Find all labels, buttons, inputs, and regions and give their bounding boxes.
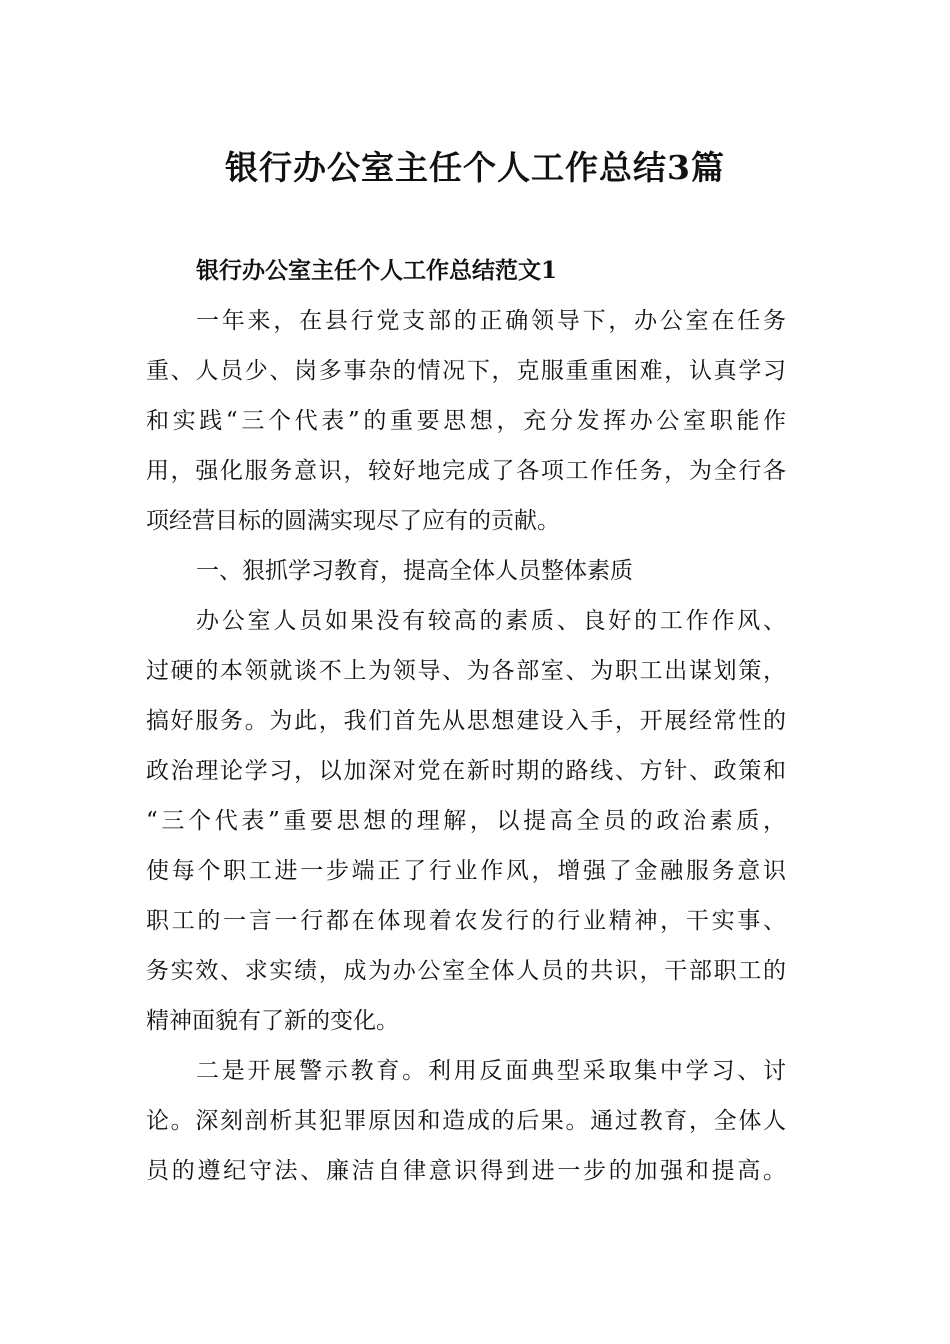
paragraph-line: 精神面貌有了新的变化。: [146, 1008, 399, 1034]
document-title: 银行办公室主任个人工作总结3篇: [225, 148, 725, 187]
paragraph-line: 政治理论学习，以加深对党在新时期的路线、方针、政策和: [146, 758, 786, 784]
paragraph-line: 二是开展警示教育。利用反面典型采取集中学习、讨: [196, 1058, 786, 1084]
paragraph-line: 论。深刻剖析其犯罪原因和造成的后果。通过教育，全体人: [146, 1108, 786, 1134]
paragraph-line: 和实践“三个代表”的重要思想，充分发挥办公室职能作: [146, 408, 786, 434]
paragraph-line: 职工的一言一行都在体现着农发行的行业精神，干实事、: [146, 908, 786, 934]
paragraph-line: 过硬的本领就谈不上为领导、为各部室、为职工出谋划策，: [146, 658, 786, 684]
paragraph-line: 一年来，在县行党支部的正确领导下，办公室在任务: [196, 308, 786, 334]
paragraph-line: 务实效、求实绩，成为办公室全体人员的共识，干部职工的: [146, 958, 786, 984]
paragraph-line: 项经营目标的圆满实现尽了应有的贡献。: [146, 508, 560, 534]
section-subtitle: 银行办公室主任个人工作总结范文1: [196, 257, 558, 284]
paragraph-line: 办公室人员如果没有较高的素质、良好的工作作风、: [196, 608, 786, 634]
paragraph-line: 员的遵纪守法、廉洁自律意识得到进一步的加强和提高。: [146, 1158, 786, 1184]
paragraph-line: 使每个职工进一步端正了行业作风，增强了金融服务意识: [146, 858, 786, 884]
paragraph-line: 重、人员少、岗多事杂的情况下，克服重重困难，认真学习: [146, 358, 786, 384]
section-heading: 一、狠抓学习教育，提高全体人员整体素质: [196, 558, 633, 584]
paragraph-line: “三个代表”重要思想的理解，以提高全员的政治素质，: [146, 808, 786, 834]
paragraph-line: 搞好服务。为此，我们首先从思想建设入手，开展经常性的: [146, 708, 786, 734]
paragraph-line: 用，强化服务意识，较好地完成了各项工作任务，为全行各: [146, 458, 786, 484]
